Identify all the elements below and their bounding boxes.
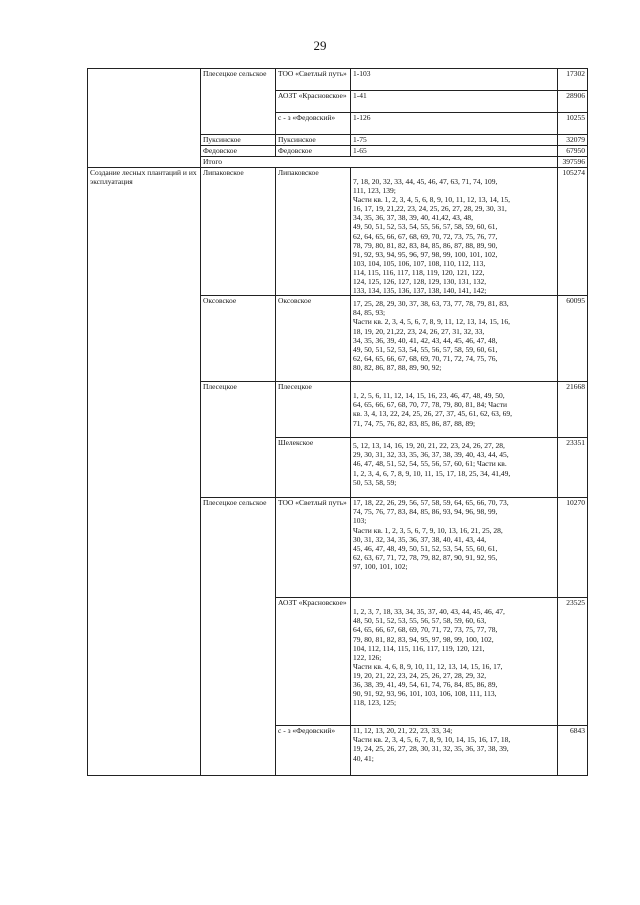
district-cell: ТОО «Светлый путь» xyxy=(276,498,351,598)
quarters-cell: 7, 18, 20, 32, 33, 44, 45, 46, 47, 63, 71, 74, 109, 111, 123, 139; Части кв. 1, 2, 3, 4, 5, 6, 8, 9, 10, 11, 12, 13, 14, 15, 16, 17, 19, 21,22, 23, 24, 25, 26, 27, 28, 29, 30, 31, 34, 35, 36, 37, 38, 39, 40, 41,42, 43, 48, 49, 50, 51, 52, 53, 54, 55, 56, 57, 58, 59, 60, 61, 62, 64, 65, 66, 67, 68, 69, 70, 72, 73, 75, 76, 77, 78, 79, 80, 81, 82, 83, 84, 85, 86, 87, 88, 89, 90, 91, 92, 93, 94, 95, 96, 97, 98, 99, 100, 101, 102, 103, 104, 105, 106, 107, 108, 110, 112, 113, 114, 115, 116, 117, 118, 119, 120, 121, 122, 124, 125, 126, 127, 128, 129, 130, 131, 132, 133, 134, 135, 136, 137, 138, 140, 141, 142; xyxy=(351,168,558,296)
quarters-cell: 1-126 xyxy=(351,113,558,135)
district-cell: ТОО «Светлый путь» xyxy=(276,69,351,91)
quarters-cell: 1-75 xyxy=(351,135,558,146)
area-cell: 21668 xyxy=(558,382,588,438)
area-cell: 23525 xyxy=(558,598,588,726)
district-cell: Шелекское xyxy=(276,438,351,498)
area-cell: 23351 xyxy=(558,438,588,498)
district-cell: с - з «Федовский» xyxy=(276,113,351,135)
area-cell: 105274 xyxy=(558,168,588,296)
district-cell: Липаковское xyxy=(276,168,351,296)
forestry-cell: Плесецкое сельское xyxy=(201,69,276,135)
quarters-cell: 11, 12, 13, 20, 21, 22, 23, 33, 34; Части кв. 2, 3, 4, 5, 6, 7, 8, 9, 10, 14, 15, 16, 17, 18, 19, 24, 25, 26, 27, 28, 30, 31, 32, 35, 36, 37, 38, 39, 40, 41; xyxy=(351,726,558,776)
forestry-cell: Плесецкое xyxy=(201,382,276,498)
area-cell: 28906 xyxy=(558,91,588,113)
quarters-cell: 17, 18, 22, 26, 29, 56, 57, 58, 59, 64, 65, 66, 70, 73, 74, 75, 76, 77, 83, 84, 85, 86, 93, 94, 96, 98, 99, 103; Части кв. 1, 2, 3, 5, 6, 7, 9, 10, 13, 16, 21, 25, 28, 30, 31, 32, 34, 35, 36, 37, 38, 40, 41, 43, 44, 45, 46, 47, 48, 49, 50, 51, 52, 53, 54, 55, 60, 61, 62, 63, 67, 71, 72, 78, 79, 82, 87, 90, 91, 92, 95, 97, 100, 101, 102; xyxy=(351,498,558,598)
district-cell: Федовское xyxy=(276,146,351,157)
quarters-cell: 17, 25, 28, 29, 30, 37, 38, 63, 73, 77, 78, 79, 81, 83, 84, 85, 93; Части кв. 2, 3, 4, 5, 6, 7, 8, 9, 11, 12, 13, 14, 15, 16, 18, 19, 20, 21,22, 23, 24, 26, 27, 31, 32, 33, 34, 35, 36, 39, 40, 41, 42, 43, 44, 45, 46, 47, 48, 49, 50, 51, 52, 53, 54, 55, 56, 57, 58, 59, 60, 61, 62, 64, 65, 66, 67, 68, 69, 70, 71, 72, 74, 75, 76, 80, 82, 86, 87, 88, 89, 90, 92; xyxy=(351,296,558,382)
district-cell: с - з «Федовский» xyxy=(276,726,351,776)
area-cell: 6843 xyxy=(558,726,588,776)
quarters-cell: 5, 12, 13, 14, 16, 19, 20, 21, 22, 23, 24, 26, 27, 28, 29, 30, 31, 32, 33, 35, 36, 37, 38, 39, 40, 43, 44, 45, 46, 47, 48, 51, 52, 54, 55, 56, 57, 60, 61; Части кв. 1, 2, 3, 4, 6, 7, 8, 9, 10, 11, 15, 17, 18, 25, 34, 41,49, 50, 53, 58, 59; xyxy=(351,438,558,498)
district-cell: Плесецкое xyxy=(276,382,351,438)
area-cell: 67950 xyxy=(558,146,588,157)
district-cell: АОЗТ «Красновское» xyxy=(276,598,351,726)
area-cell: 10270 xyxy=(558,498,588,598)
district-cell: АОЗТ «Красновское» xyxy=(276,91,351,113)
quarters-cell: 1-65 xyxy=(351,146,558,157)
area-cell: 17302 xyxy=(558,69,588,91)
activity-cell xyxy=(88,69,201,168)
forestry-cell: Оксовское xyxy=(201,296,276,382)
area-cell: 10255 xyxy=(558,113,588,135)
activity-cell: Создание лесных плантаций и их эксплуатация xyxy=(88,168,201,776)
area-cell: 32079 xyxy=(558,135,588,146)
table-row xyxy=(88,168,588,296)
district-cell: Оксовское xyxy=(276,296,351,382)
page-number: 29 xyxy=(313,38,327,53)
total-value: 397596 xyxy=(558,157,588,168)
forestry-cell: Плесецкое сельское xyxy=(201,498,276,776)
forestry-cell: Пуксинское xyxy=(201,135,276,146)
quarters-cell: 1-103 xyxy=(351,69,558,91)
table-row xyxy=(88,69,588,91)
total-label: Итого xyxy=(201,157,558,168)
district-cell: Пуксинское xyxy=(276,135,351,146)
quarters-cell: 1, 2, 3, 7, 18, 33, 34, 35, 37, 40, 43, 44, 45, 46, 47, 48, 50, 51, 52, 53, 55, 56, 57, 58, 59, 60, 63, 64, 65, 66, 67, 68, 69, 70, 71, 72, 73, 75, 77, 78, 79, 80, 81, 82, 83, 94, 95, 97, 98, 99, 100, 102, 104, 112, 114, 115, 116, 117, 119, 120, 121, 122, 126; Части кв. 4, 6, 8, 9, 10, 11, 12, 13, 14, 15, 16, 17, 19, 20, 21, 22, 23, 24, 25, 26, 27, 28, 29, 32, 36, 38, 39, 41, 49, 54, 61, 74, 76, 84, 85, 86, 89, 90, 91, 92, 93, 96, 101, 103, 106, 108, 111, 113, 118, 123, 125; xyxy=(351,598,558,726)
forestry-cell: Липаковское xyxy=(201,168,276,296)
forest-allocation-table xyxy=(87,68,588,776)
area-cell: 60095 xyxy=(558,296,588,382)
quarters-cell: 1, 2, 5, 6, 11, 12, 14, 15, 16, 23, 46, 47, 48, 49, 50, 64, 65, 66, 67, 68, 70, 77, 78, 79, 80, 81, 84; Части кв. 3, 4, 13, 22, 24, 25, 26, 27, 37, 45, 61, 62, 63, 69, 71, 74, 75, 76, 82, 83, 85, 86, 87, 88, 89; xyxy=(351,382,558,438)
quarters-cell: 1-41 xyxy=(351,91,558,113)
forestry-cell: Федовское xyxy=(201,146,276,157)
